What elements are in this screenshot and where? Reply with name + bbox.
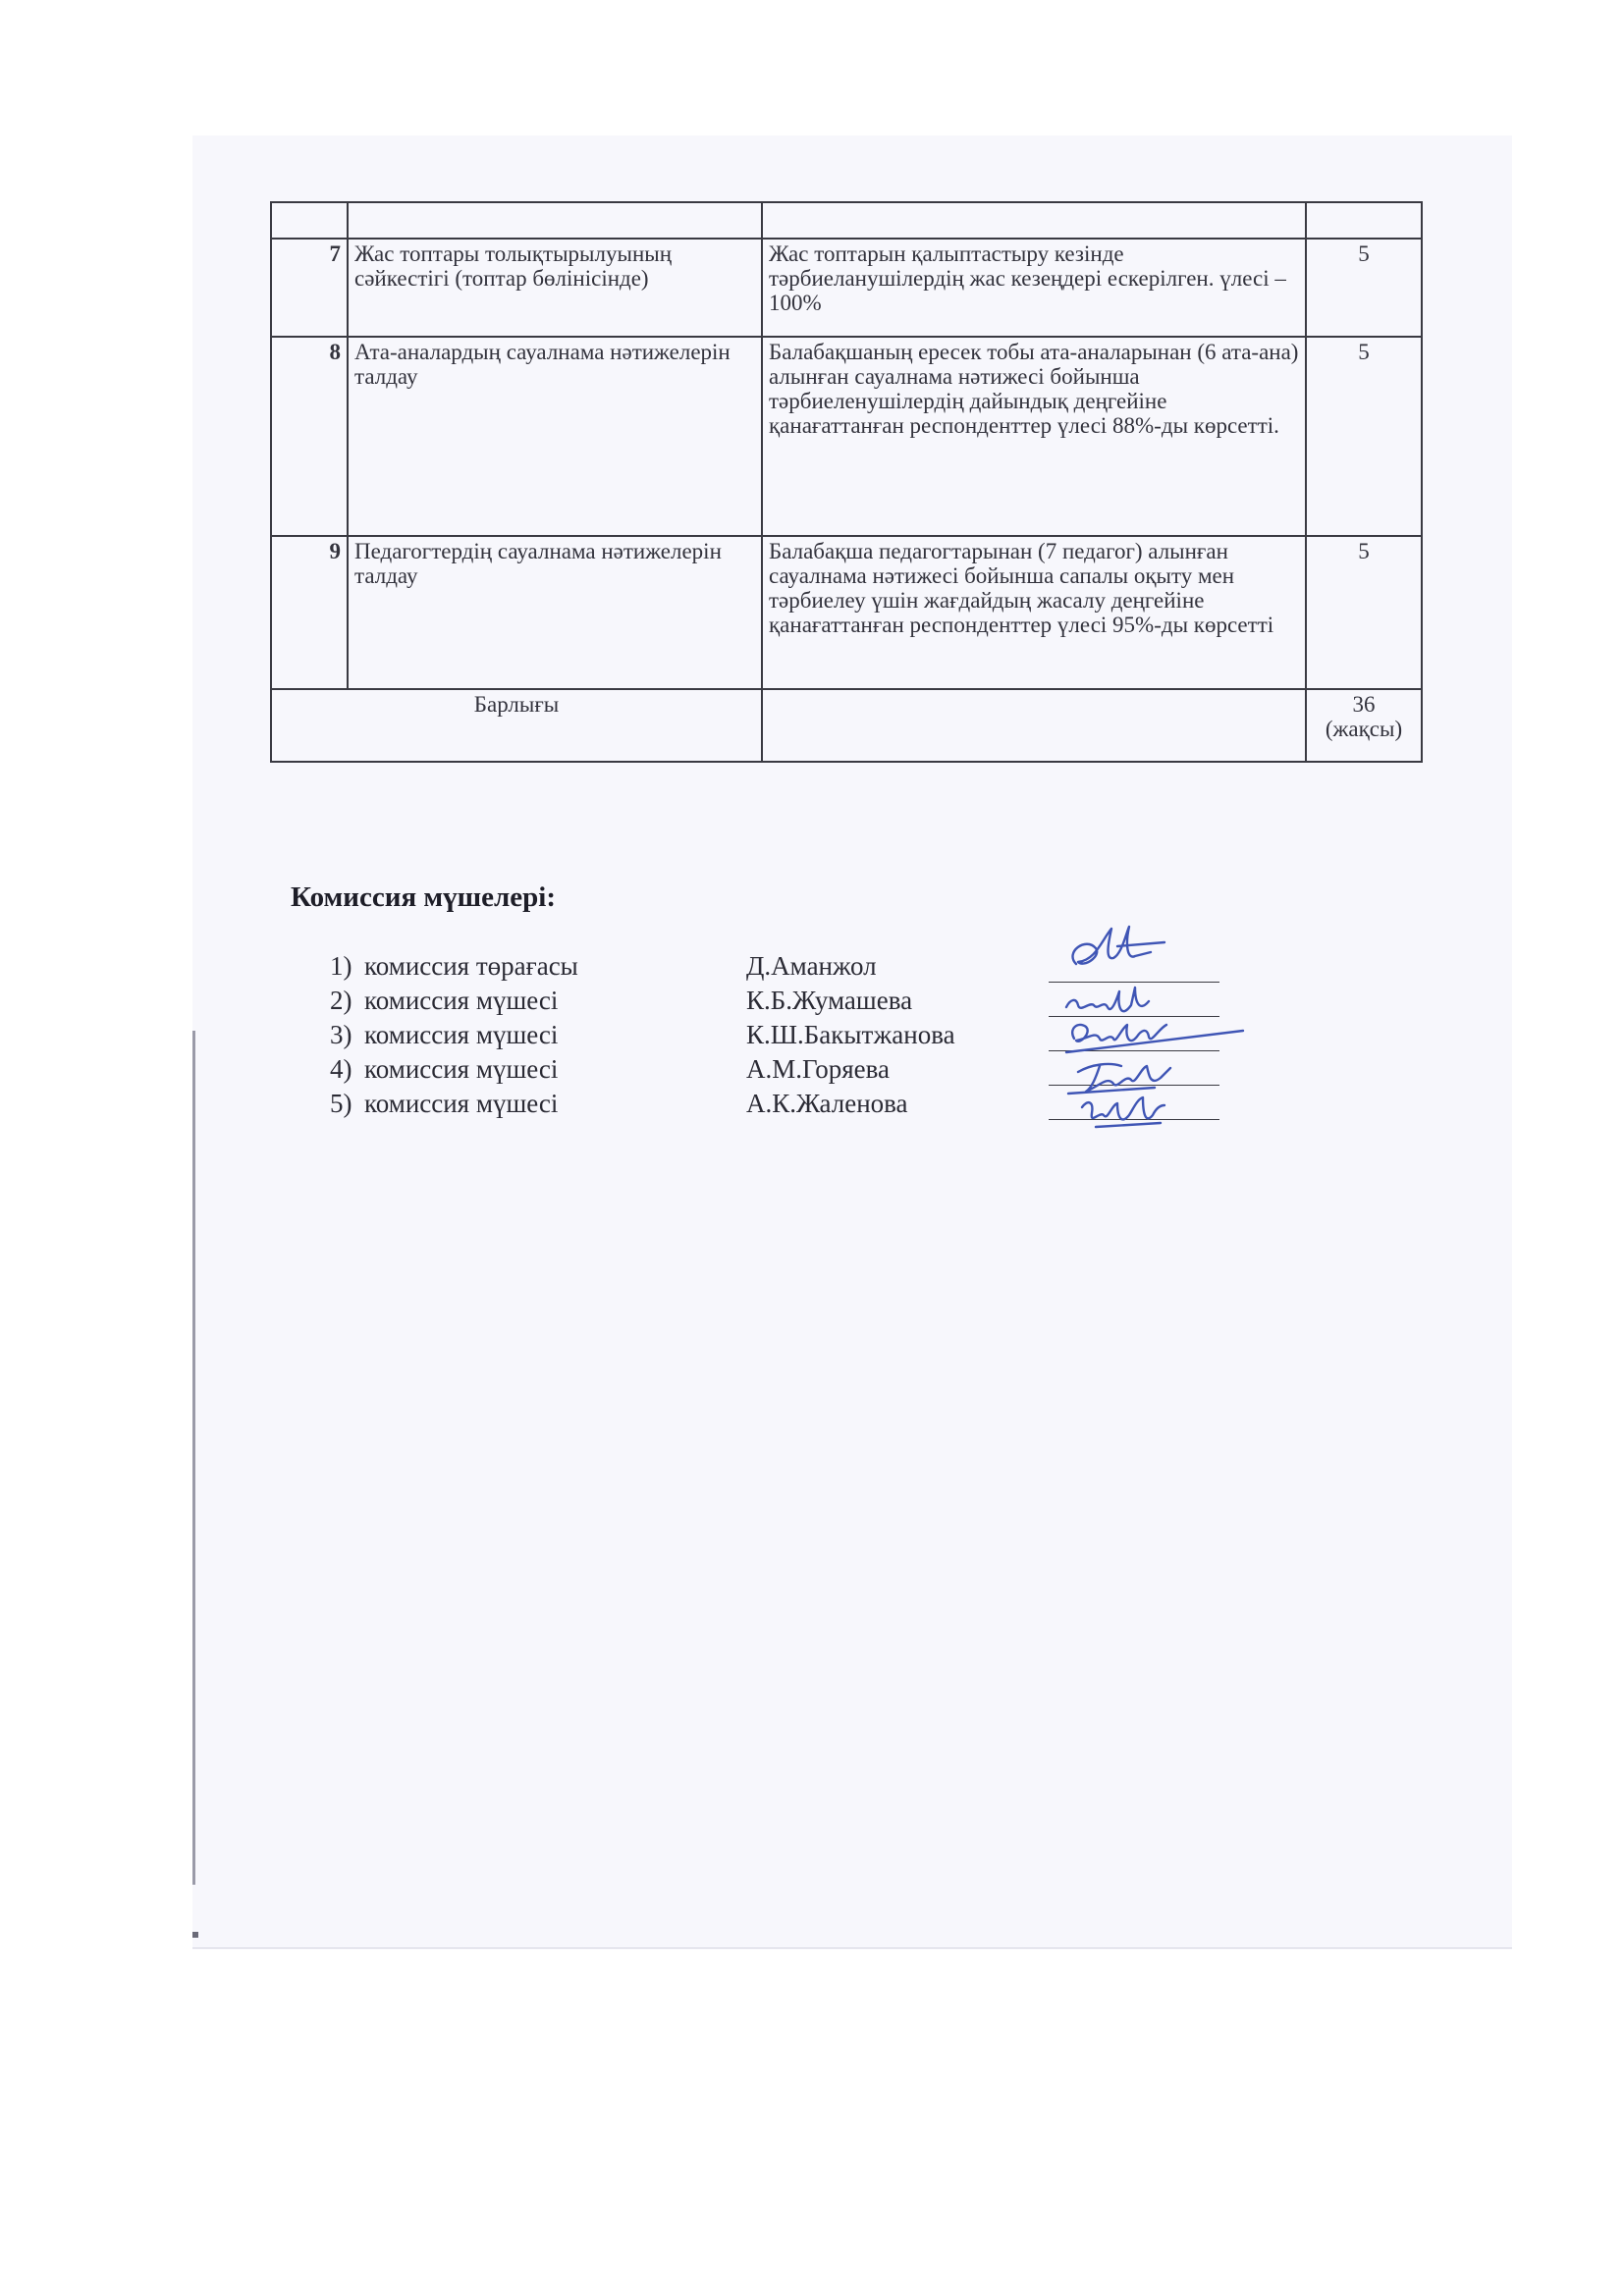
member-index: 3) (330, 1020, 352, 1049)
description-cell: Балабақшаның ересек тобы ата-аналарынан (6 ата-ана) алынған сауалнама нәтижесі бойынша тәрбиеленушілердің дайындық деңгейіне қанағаттанған респонденттер үлесі 88%-ды көрсетті. (762, 337, 1306, 536)
signature-5 (1082, 1097, 1164, 1127)
row-number: 8 (271, 337, 348, 536)
table-row (271, 239, 1422, 337)
signature-3 (1066, 1025, 1243, 1052)
total-empty-cell (762, 689, 1306, 762)
total-value: 36 (1352, 692, 1376, 717)
signature-1 (1073, 927, 1164, 964)
header-cell (348, 202, 762, 239)
member-name: К.Ш.Бакытжанова (746, 1020, 955, 1049)
table-row (271, 337, 1422, 536)
member-role: комиссия мүшесі (364, 1089, 559, 1118)
table-row (271, 536, 1422, 689)
member-index: 2) (330, 986, 352, 1015)
scan-artifact (192, 1932, 198, 1938)
member-role: комиссия мүшесі (364, 1054, 559, 1084)
criterion-cell: Педагогтердің сауалнама нәтижелерін талдау (348, 536, 762, 689)
scan-bottom-edge (192, 1948, 1512, 1949)
score-cell: 5 (1306, 239, 1422, 337)
member-name: А.М.Горяева (746, 1054, 891, 1084)
member-index: 5) (330, 1089, 352, 1118)
scan-edge-shadow (192, 1031, 195, 1885)
description-cell: Балабақша педагогтарынан (7 педагог) алынған сауалнама нәтижесі бойынша сапалы оқыту мен тәрбиелеу үшін жағдайдың жасалу деңгейіне қанағаттанған респонденттер үлесі 95%-ды көрсетті (762, 536, 1306, 689)
description-cell: Жас топтарын қалыптастыру кезінде тәрбиеланушілердің жас кезеңдері ескерілген. үлесі – 100% (762, 239, 1306, 337)
commission-title: Комиссия мүшелері: (291, 881, 556, 913)
header-cell (762, 202, 1306, 239)
evaluation-table (270, 201, 1423, 763)
table-header-row (271, 202, 1422, 239)
handwritten-signatures (1056, 923, 1253, 1148)
member-role: комиссия мүшесі (364, 986, 559, 1015)
criterion-cell: Жас топтары толықтырылуының сәйкестігі (топтар бөлінісінде) (348, 239, 762, 337)
criterion-cell: Ата-аналардың сауалнама нәтижелерін талдау (348, 337, 762, 536)
total-rating: (жақсы) (1325, 717, 1403, 741)
member-name: Д.Аманжол (746, 951, 877, 981)
member-name: К.Б.Жумашева (746, 986, 913, 1015)
row-number: 9 (271, 536, 348, 689)
total-score-cell (1306, 689, 1422, 762)
total-label: Барлығы (271, 689, 762, 762)
header-cell (1306, 202, 1422, 239)
member-index: 1) (330, 951, 352, 981)
member-role: комиссия төрағасы (364, 951, 578, 981)
signature-2 (1066, 988, 1149, 1011)
signature-4 (1068, 1064, 1170, 1094)
total-row (271, 689, 1422, 762)
member-role: комиссия мүшесі (364, 1020, 559, 1049)
score-cell: 5 (1306, 337, 1422, 536)
row-number: 7 (271, 239, 348, 337)
score-cell: 5 (1306, 536, 1422, 689)
member-index: 4) (330, 1054, 352, 1084)
member-name: А.К.Жаленова (746, 1089, 908, 1118)
header-cell (271, 202, 348, 239)
